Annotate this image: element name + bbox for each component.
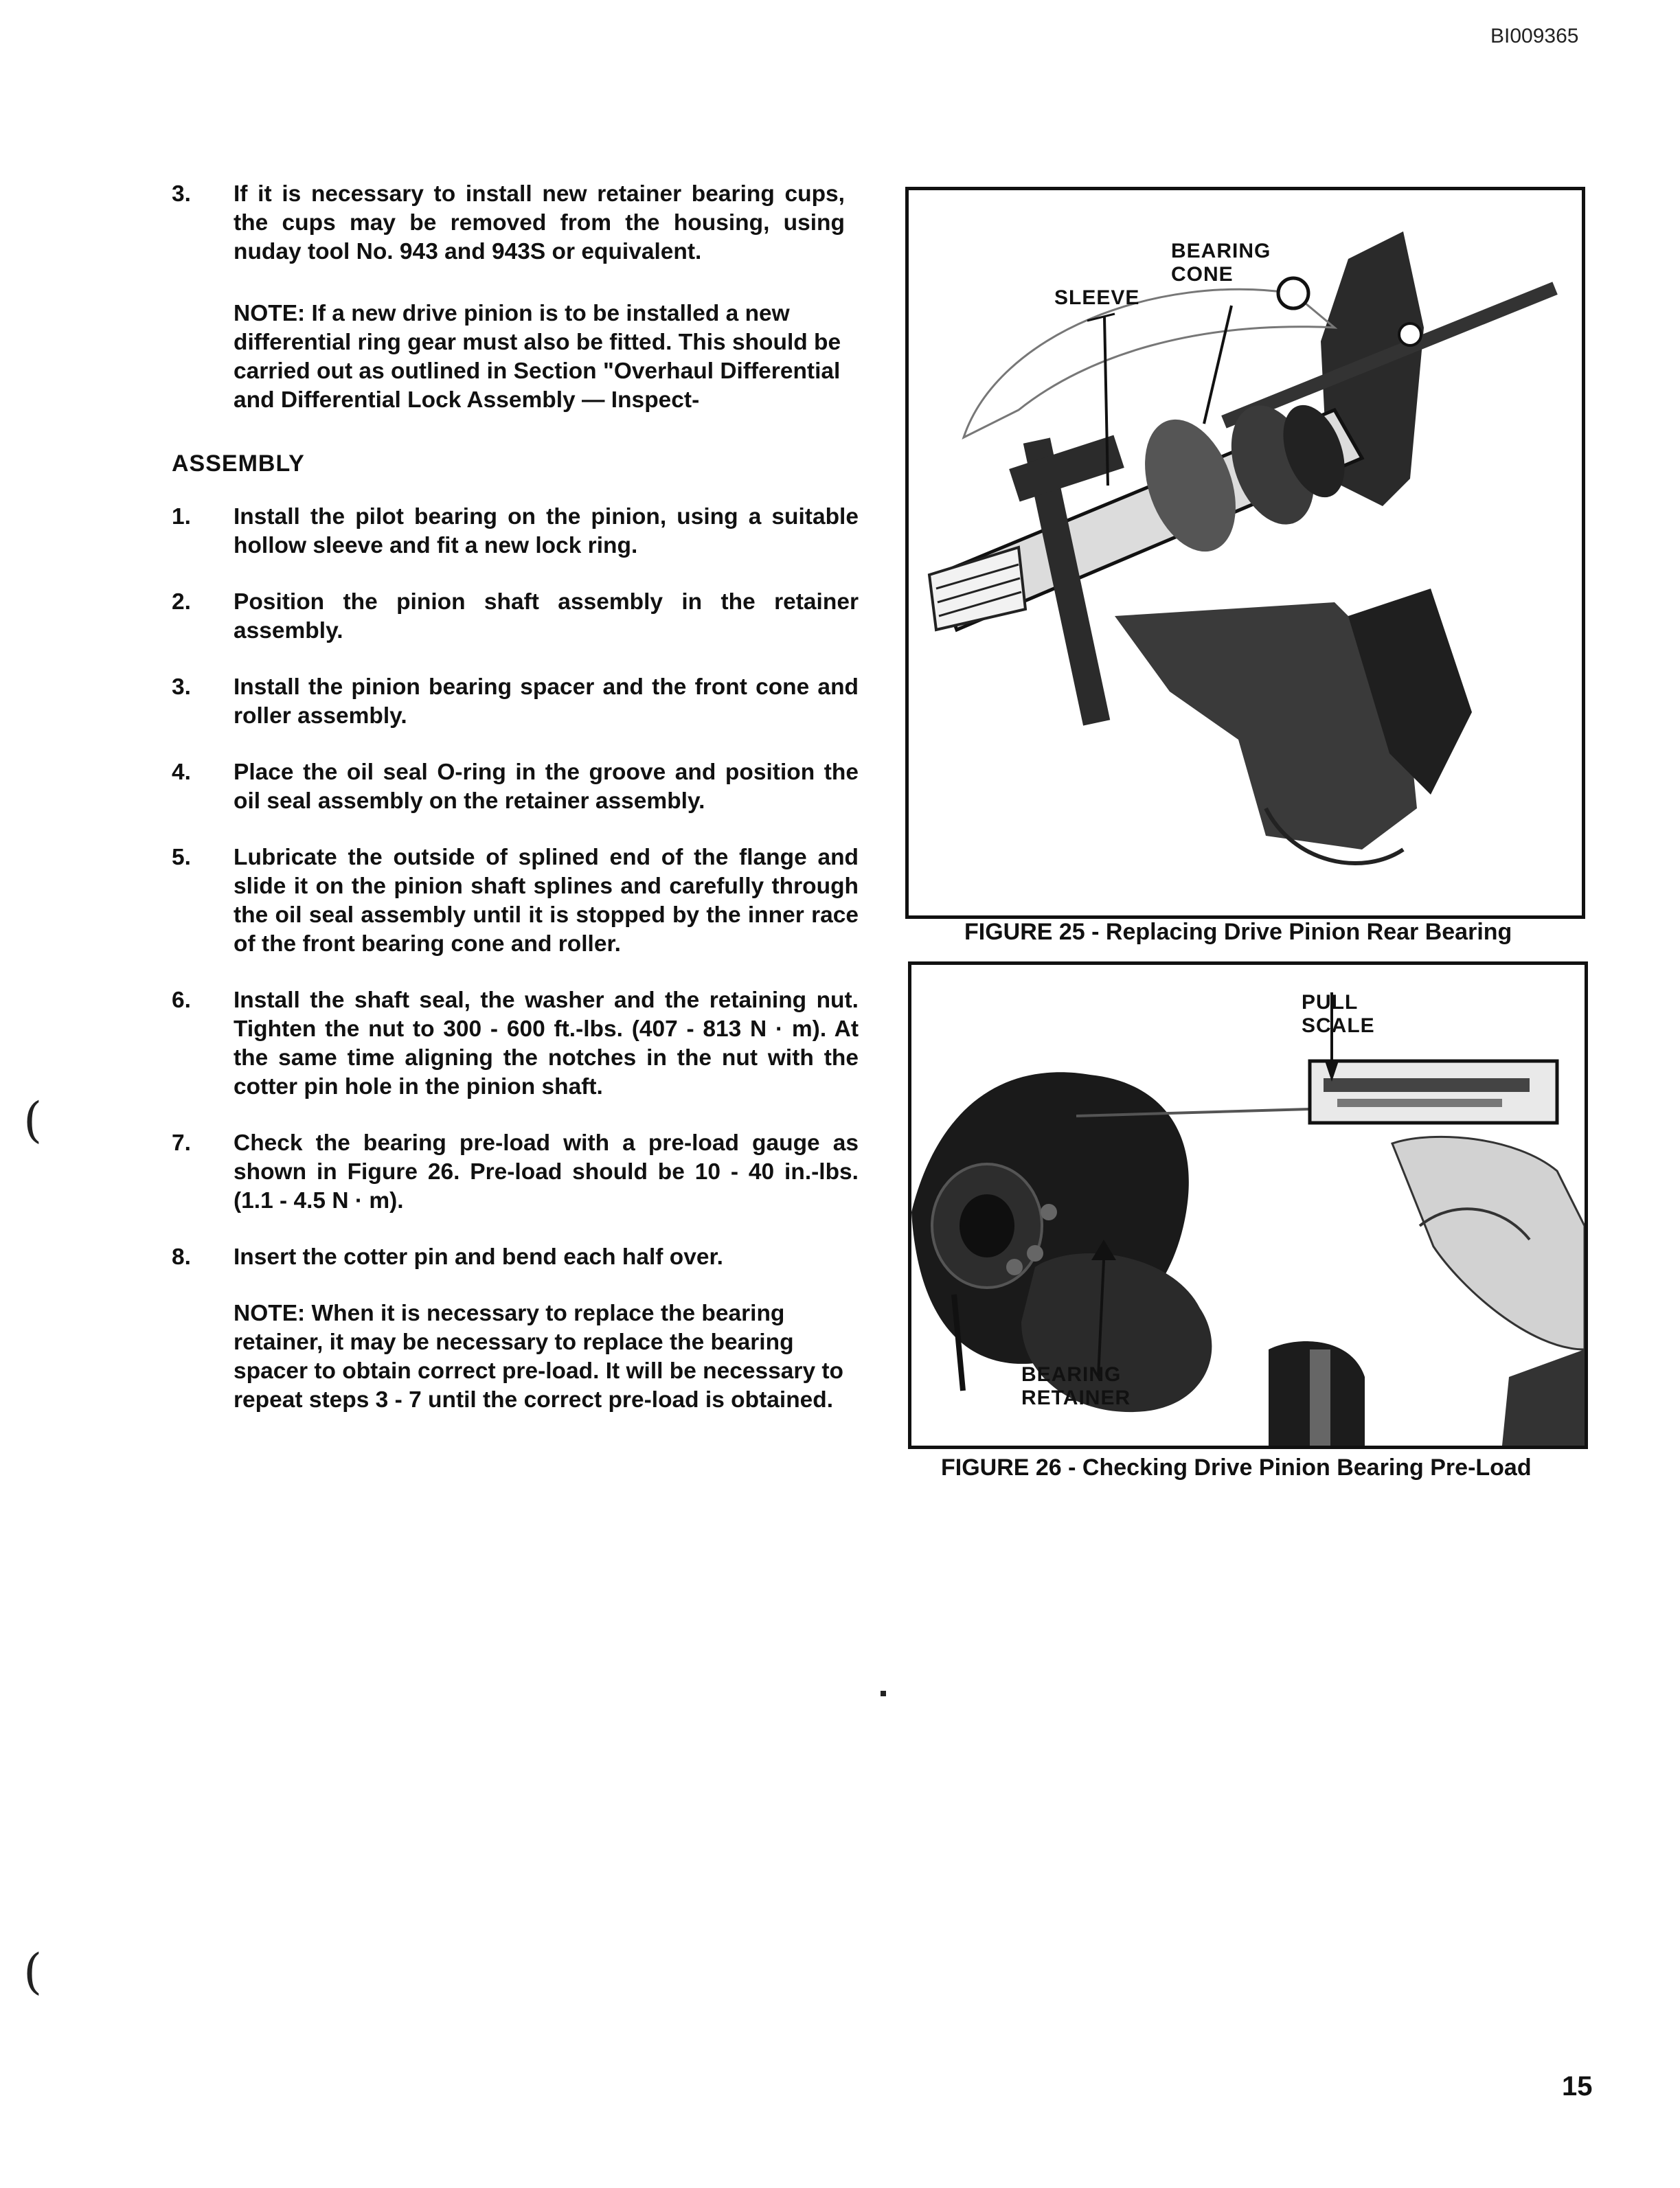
assembly-step-1 [172, 503, 859, 560]
assembly-step-7 [172, 1129, 859, 1216]
step-number: 3. [172, 181, 191, 207]
assembly-step-4 [172, 758, 859, 816]
assembly-step-2 [172, 588, 859, 646]
callout-line-2: RETAINER [1021, 1387, 1131, 1409]
page-number: 15 [1562, 2071, 1593, 2101]
step-number: 2. [172, 589, 191, 615]
assembly-step-8 [172, 1243, 859, 1272]
callout-line-1: BEARING [1021, 1363, 1122, 1386]
margin-bracket-mark-lower: ( [23, 1944, 43, 2000]
drive-pinion-bearing-illustration [909, 190, 1582, 915]
assembly-heading: ASSEMBLY [172, 451, 305, 477]
intro-step [172, 180, 859, 266]
assembly-step-5 [172, 843, 859, 959]
step-text: Check the bearing pre-load with a pre-load gauge as shown in Figure 26. Pre-load should be 10 - 40 in.-lbs. (1.1 - 4.5 N · m). [234, 1130, 859, 1213]
step-text: Place the oil seal O-ring in the groove and position the oil seal assembly on the retainer assembly. [234, 760, 859, 814]
bearing-retainer-label [1021, 1363, 1131, 1410]
pull-scale-label [1302, 991, 1375, 1038]
step-text: Install the pilot bearing on the pinion, using a suitable hollow sleeve and fit a new lock ring. [234, 504, 859, 558]
margin-bracket-mark: ( [23, 1092, 43, 1148]
step-number: 3. [172, 674, 191, 700]
assembly-step-6 [172, 986, 859, 1102]
sleeve-label: SLEEVE [1054, 286, 1140, 309]
assembly-step-3 [172, 673, 859, 731]
note-label: NOTE: [234, 301, 306, 326]
step-text: Install the shaft seal, the washer and the retaining nut. Tighten the nut to 300 - 600 ft.-lbs. (407 - 813 N · m). At the same time aligning the notches in the nut with the cotter pin hole in the pinion shaft. [234, 988, 859, 1099]
step-text: Insert the cotter pin and bend each half over. [234, 1244, 723, 1270]
note-text: When it is necessary to replace the bearing retainer, it may be necessary to replace the bearing spacer to obtain correct pre-load. It will be necessary to repeat steps 3 - 7 until the correct pre-load is obtained. [234, 1301, 844, 1413]
note-1 [172, 299, 845, 415]
figure-26-photo [908, 961, 1588, 1449]
step-text: Install the pinion bearing spacer and the front cone and roller assembly. [234, 674, 859, 729]
bearing-cone-label [1171, 240, 1271, 286]
figure-26-caption: FIGURE 26 - Checking Drive Pinion Bearing Pre-Load [941, 1455, 1532, 1481]
note-2 [172, 1299, 859, 1415]
step-number: 8. [172, 1244, 191, 1270]
step-number: 6. [172, 988, 191, 1013]
callout-line-2: CONE [1171, 263, 1234, 286]
note-label: NOTE: [234, 1301, 306, 1326]
stray-dot-mark [881, 1691, 886, 1696]
callout-line-1: PULL [1302, 991, 1359, 1014]
pre-load-gauge-illustration [911, 965, 1585, 1446]
instruction-column [172, 180, 859, 1415]
document-id: BI009365 [1490, 25, 1579, 47]
step-text: Position the pinion shaft assembly in the retainer assembly. [234, 589, 859, 643]
step-number: 5. [172, 845, 191, 870]
step-number: 1. [172, 504, 191, 529]
step-text: If it is necessary to install new retainer bearing cups, the cups may be removed from the housing, using nuday tool No. 943 and 943S or equivalent. [234, 181, 845, 264]
step-number: 4. [172, 760, 191, 785]
note-text: If a new drive pinion is to be installed a new differential ring gear must also be fitted. This should be carried out as outlined in Section "Overhaul Differential and Differential Lock Assembly — Inspect- [234, 301, 841, 413]
assembly-steps [172, 503, 859, 1272]
step-text: Lubricate the outside of splined end of the flange and slide it on the pinion shaft splines and carefully through the oil seal assembly until it is stopped by the inner race of the front bearing cone and roller. [234, 845, 859, 957]
figure-25-photo [905, 187, 1585, 919]
callout-line-2: SCALE [1302, 1014, 1375, 1037]
figure-25-caption: FIGURE 25 - Replacing Drive Pinion Rear Bearing [964, 919, 1512, 945]
step-number: 7. [172, 1130, 191, 1156]
callout-line-1: BEARING [1171, 240, 1271, 262]
